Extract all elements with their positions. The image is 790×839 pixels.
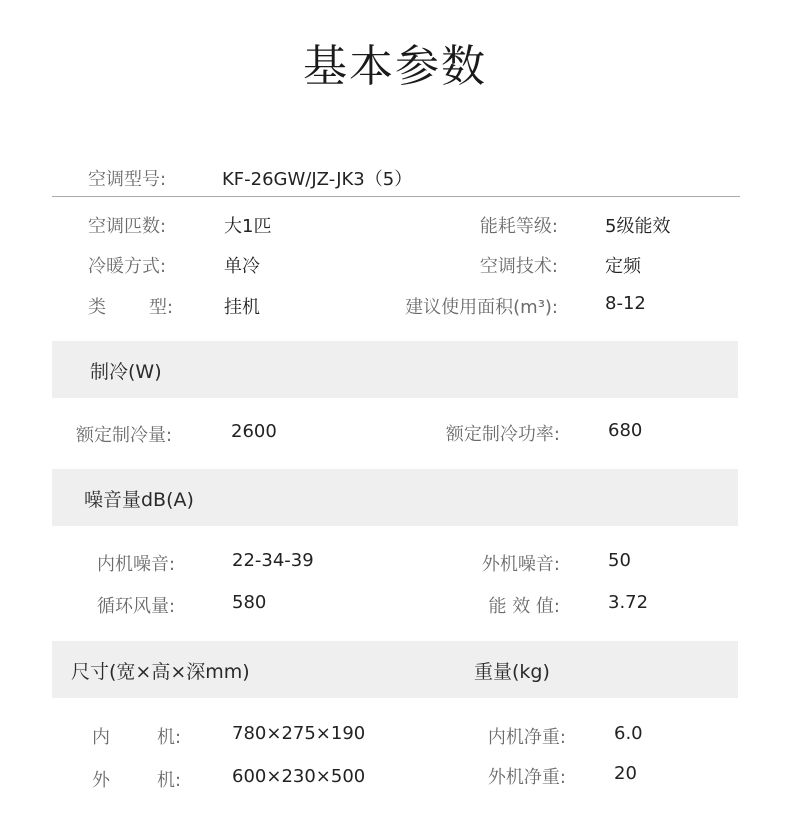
heat-mode-label: 冷暖方式:	[88, 256, 167, 277]
cooling-capacity-label: 额定制冷量:	[76, 425, 173, 446]
efficiency-value: 3.72	[608, 592, 649, 613]
hp-value: 大1匹	[224, 216, 272, 237]
tech-value: 定频	[605, 256, 641, 277]
model-label: 空调型号:	[88, 169, 167, 190]
tech-label: 空调技术:	[479, 256, 558, 277]
size-header: 尺寸(宽×高×深mm)	[71, 661, 250, 683]
indoor-noise-label: 内机噪音:	[97, 554, 176, 575]
energy-value: 5级能效	[605, 216, 671, 237]
cooling-power-label: 额定制冷功率:	[445, 424, 560, 445]
indoor-unit-label-a: 内	[92, 727, 110, 748]
energy-label: 能耗等级:	[479, 216, 558, 237]
cooling-power-value: 680	[608, 420, 643, 441]
area-value: 8-12	[605, 293, 646, 314]
outdoor-weight-label: 外机净重:	[487, 767, 566, 788]
airflow-label: 循环风量:	[97, 596, 176, 617]
outdoor-unit-label-b: 机:	[157, 770, 182, 791]
outdoor-unit-size: 600×230×500	[232, 766, 366, 787]
model-value: KF-26GW/JZ-JK3（5）	[222, 169, 413, 190]
heat-mode-value: 单冷	[224, 256, 260, 277]
outdoor-unit-label-a: 外	[92, 770, 110, 791]
divider	[52, 196, 740, 197]
efficiency-label: 能 效 值:	[488, 596, 560, 617]
indoor-unit-label-b: 机:	[157, 727, 182, 748]
area-label: 建议使用面积(m³):	[405, 297, 558, 318]
cooling-header: 制冷(W)	[90, 361, 162, 383]
indoor-weight-label: 内机净重:	[487, 727, 566, 748]
indoor-weight-value: 6.0	[614, 723, 643, 744]
noise-header: 噪音量dB(A)	[84, 489, 194, 511]
type-value: 挂机	[224, 297, 260, 318]
indoor-noise-value: 22-34-39	[232, 550, 314, 571]
outdoor-weight-value: 20	[614, 763, 637, 784]
outdoor-noise-label: 外机噪音:	[481, 554, 560, 575]
indoor-unit-size: 780×275×190	[232, 723, 366, 744]
weight-header: 重量(kg)	[474, 661, 550, 683]
outdoor-noise-value: 50	[608, 550, 631, 571]
airflow-value: 580	[232, 592, 267, 613]
type-label-b: 型:	[149, 297, 174, 318]
page-title: 基本参数	[303, 41, 487, 92]
cooling-capacity-value: 2600	[231, 421, 277, 442]
hp-label: 空调匹数:	[88, 216, 167, 237]
type-label-a: 类	[88, 297, 106, 318]
